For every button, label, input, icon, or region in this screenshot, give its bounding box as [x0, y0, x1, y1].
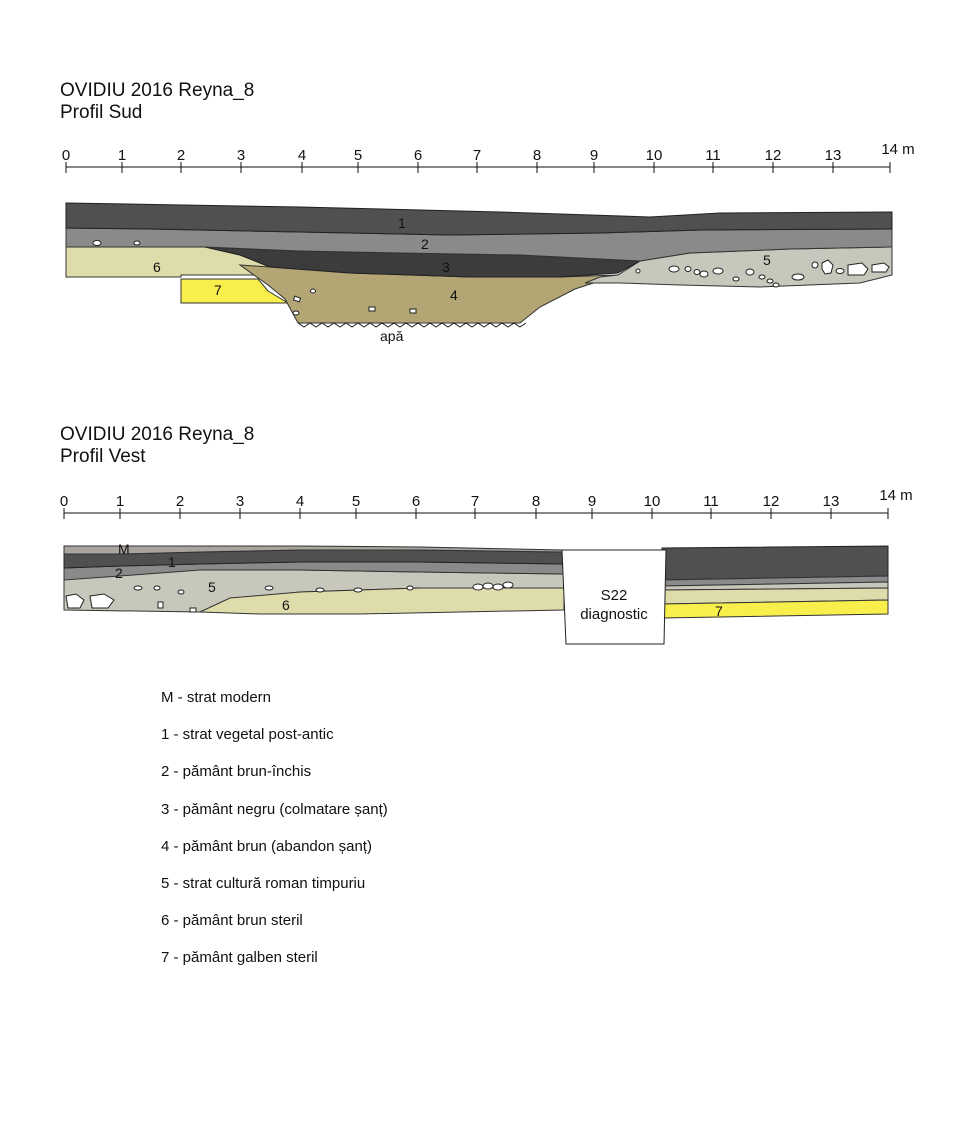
label-layer-2: 2	[115, 565, 123, 581]
scale-tick-label: 14 m	[879, 487, 913, 504]
scale-tick-label: 1	[115, 493, 125, 510]
label-layer-7: 7	[214, 282, 222, 298]
scale-tick-label: 13	[824, 147, 842, 164]
legend-item: 6 - pământ brun steril	[161, 912, 303, 930]
profile-vest-title-line2: Profil Vest	[60, 446, 146, 467]
scale-tick-label: 2	[175, 493, 185, 510]
stone	[134, 241, 140, 245]
legend-item: 7 - pământ galben steril	[161, 949, 318, 967]
stone	[158, 602, 163, 608]
stone	[767, 279, 773, 283]
trench-label-line1: S22	[600, 587, 628, 604]
legend-item: 3 - pământ negru (colmatare șanț)	[161, 800, 388, 818]
scale-tick-label: 0	[59, 493, 69, 510]
scale-tick-label: 8	[532, 147, 542, 164]
stone	[669, 266, 679, 272]
label-layer-m: M	[118, 541, 130, 557]
legend	[161, 688, 388, 986]
water-line	[298, 323, 526, 327]
stone	[759, 275, 765, 279]
stone	[636, 269, 640, 273]
layer-1-vest-right	[662, 546, 888, 580]
profile-vest-scale	[0, 486, 968, 526]
profile-sud-title-line2: Profil Sud	[60, 102, 143, 123]
label-layer-4: 4	[450, 287, 458, 303]
legend-item: 4 - pământ brun (abandon șanț)	[161, 837, 372, 855]
stone	[93, 241, 101, 246]
stone	[713, 268, 723, 274]
scale-tick-label: 3	[236, 147, 246, 164]
scale-tick-label: 8	[531, 493, 541, 510]
stone	[407, 586, 413, 590]
scale-tick-label: 13	[822, 493, 840, 510]
stone	[685, 267, 691, 272]
stone	[190, 608, 196, 612]
label-layer-5: 5	[208, 579, 216, 595]
profile-sud-title	[60, 80, 254, 124]
profile-sud-section	[0, 195, 968, 355]
stone	[311, 289, 316, 293]
stone	[812, 262, 818, 268]
stone	[733, 277, 739, 281]
label-layer-2: 2	[421, 236, 429, 252]
stone	[836, 269, 844, 274]
scale-tick-label: 11	[705, 147, 721, 164]
stone	[410, 309, 416, 313]
scale-tick-label: 10	[643, 493, 661, 510]
profile-vest-title-line1: OVIDIU 2016 Reyna_8	[60, 424, 255, 445]
stone	[293, 311, 299, 315]
legend-item: 2 - pământ brun-închis	[161, 763, 312, 781]
label-water: apă	[380, 328, 404, 344]
stone	[134, 586, 142, 590]
stone	[493, 584, 503, 590]
scale-tick-label: 3	[235, 493, 245, 510]
scale-tick-label: 0	[61, 147, 71, 164]
stone	[746, 269, 754, 275]
scale-tick-label: 4	[295, 493, 305, 510]
scale-tick-label: 12	[764, 147, 782, 164]
stone	[265, 586, 273, 590]
trench-label-line2: diagnostic	[580, 606, 648, 623]
profile-sud-scale	[0, 140, 968, 180]
profile-vest-section	[0, 540, 968, 660]
scale-tick-label: 12	[762, 493, 780, 510]
label-layer-5: 5	[763, 252, 771, 268]
stone	[354, 588, 362, 592]
stone	[178, 590, 184, 594]
label-layer-1: 1	[398, 215, 406, 231]
stone	[792, 274, 804, 280]
scale-tick-label: 1	[117, 147, 127, 164]
stone	[694, 270, 700, 275]
label-layer-6: 6	[282, 597, 290, 613]
legend-item: 5 - strat cultură roman timpuriu	[161, 874, 366, 892]
label-layer-6: 6	[153, 259, 161, 275]
stone	[316, 588, 324, 592]
scale-tick-label: 9	[587, 493, 597, 510]
stone	[154, 586, 160, 590]
scale-tick-label: 7	[472, 147, 482, 164]
stone	[773, 283, 779, 287]
legend-item: 1 - strat vegetal post-antic	[161, 726, 334, 744]
stone	[473, 584, 483, 590]
stone	[483, 583, 493, 589]
scale-tick-label: 2	[176, 147, 186, 164]
scale-tick-label: 10	[645, 147, 663, 164]
stone	[872, 263, 889, 272]
scale-tick-label: 6	[411, 493, 421, 510]
scale-tick-label: 4	[297, 147, 307, 164]
stone	[700, 271, 708, 277]
scale-tick-label: 14 m	[881, 141, 915, 158]
label-layer-3: 3	[442, 259, 450, 275]
scale-tick-label: 7	[470, 493, 480, 510]
legend-item: M - strat modern	[161, 689, 272, 706]
label-layer-7: 7	[715, 603, 723, 619]
scale-tick-label: 5	[351, 493, 361, 510]
scale-tick-label: 6	[413, 147, 423, 164]
stone	[503, 582, 513, 588]
scale-tick-label: 9	[589, 147, 599, 164]
profile-sud-title-line1: OVIDIU 2016 Reyna_8	[60, 80, 255, 101]
scale-tick-label: 11	[703, 493, 719, 510]
profile-vest-title	[60, 424, 254, 468]
label-layer-1: 1	[168, 554, 176, 570]
stone	[369, 307, 375, 311]
scale-tick-label: 5	[353, 147, 363, 164]
